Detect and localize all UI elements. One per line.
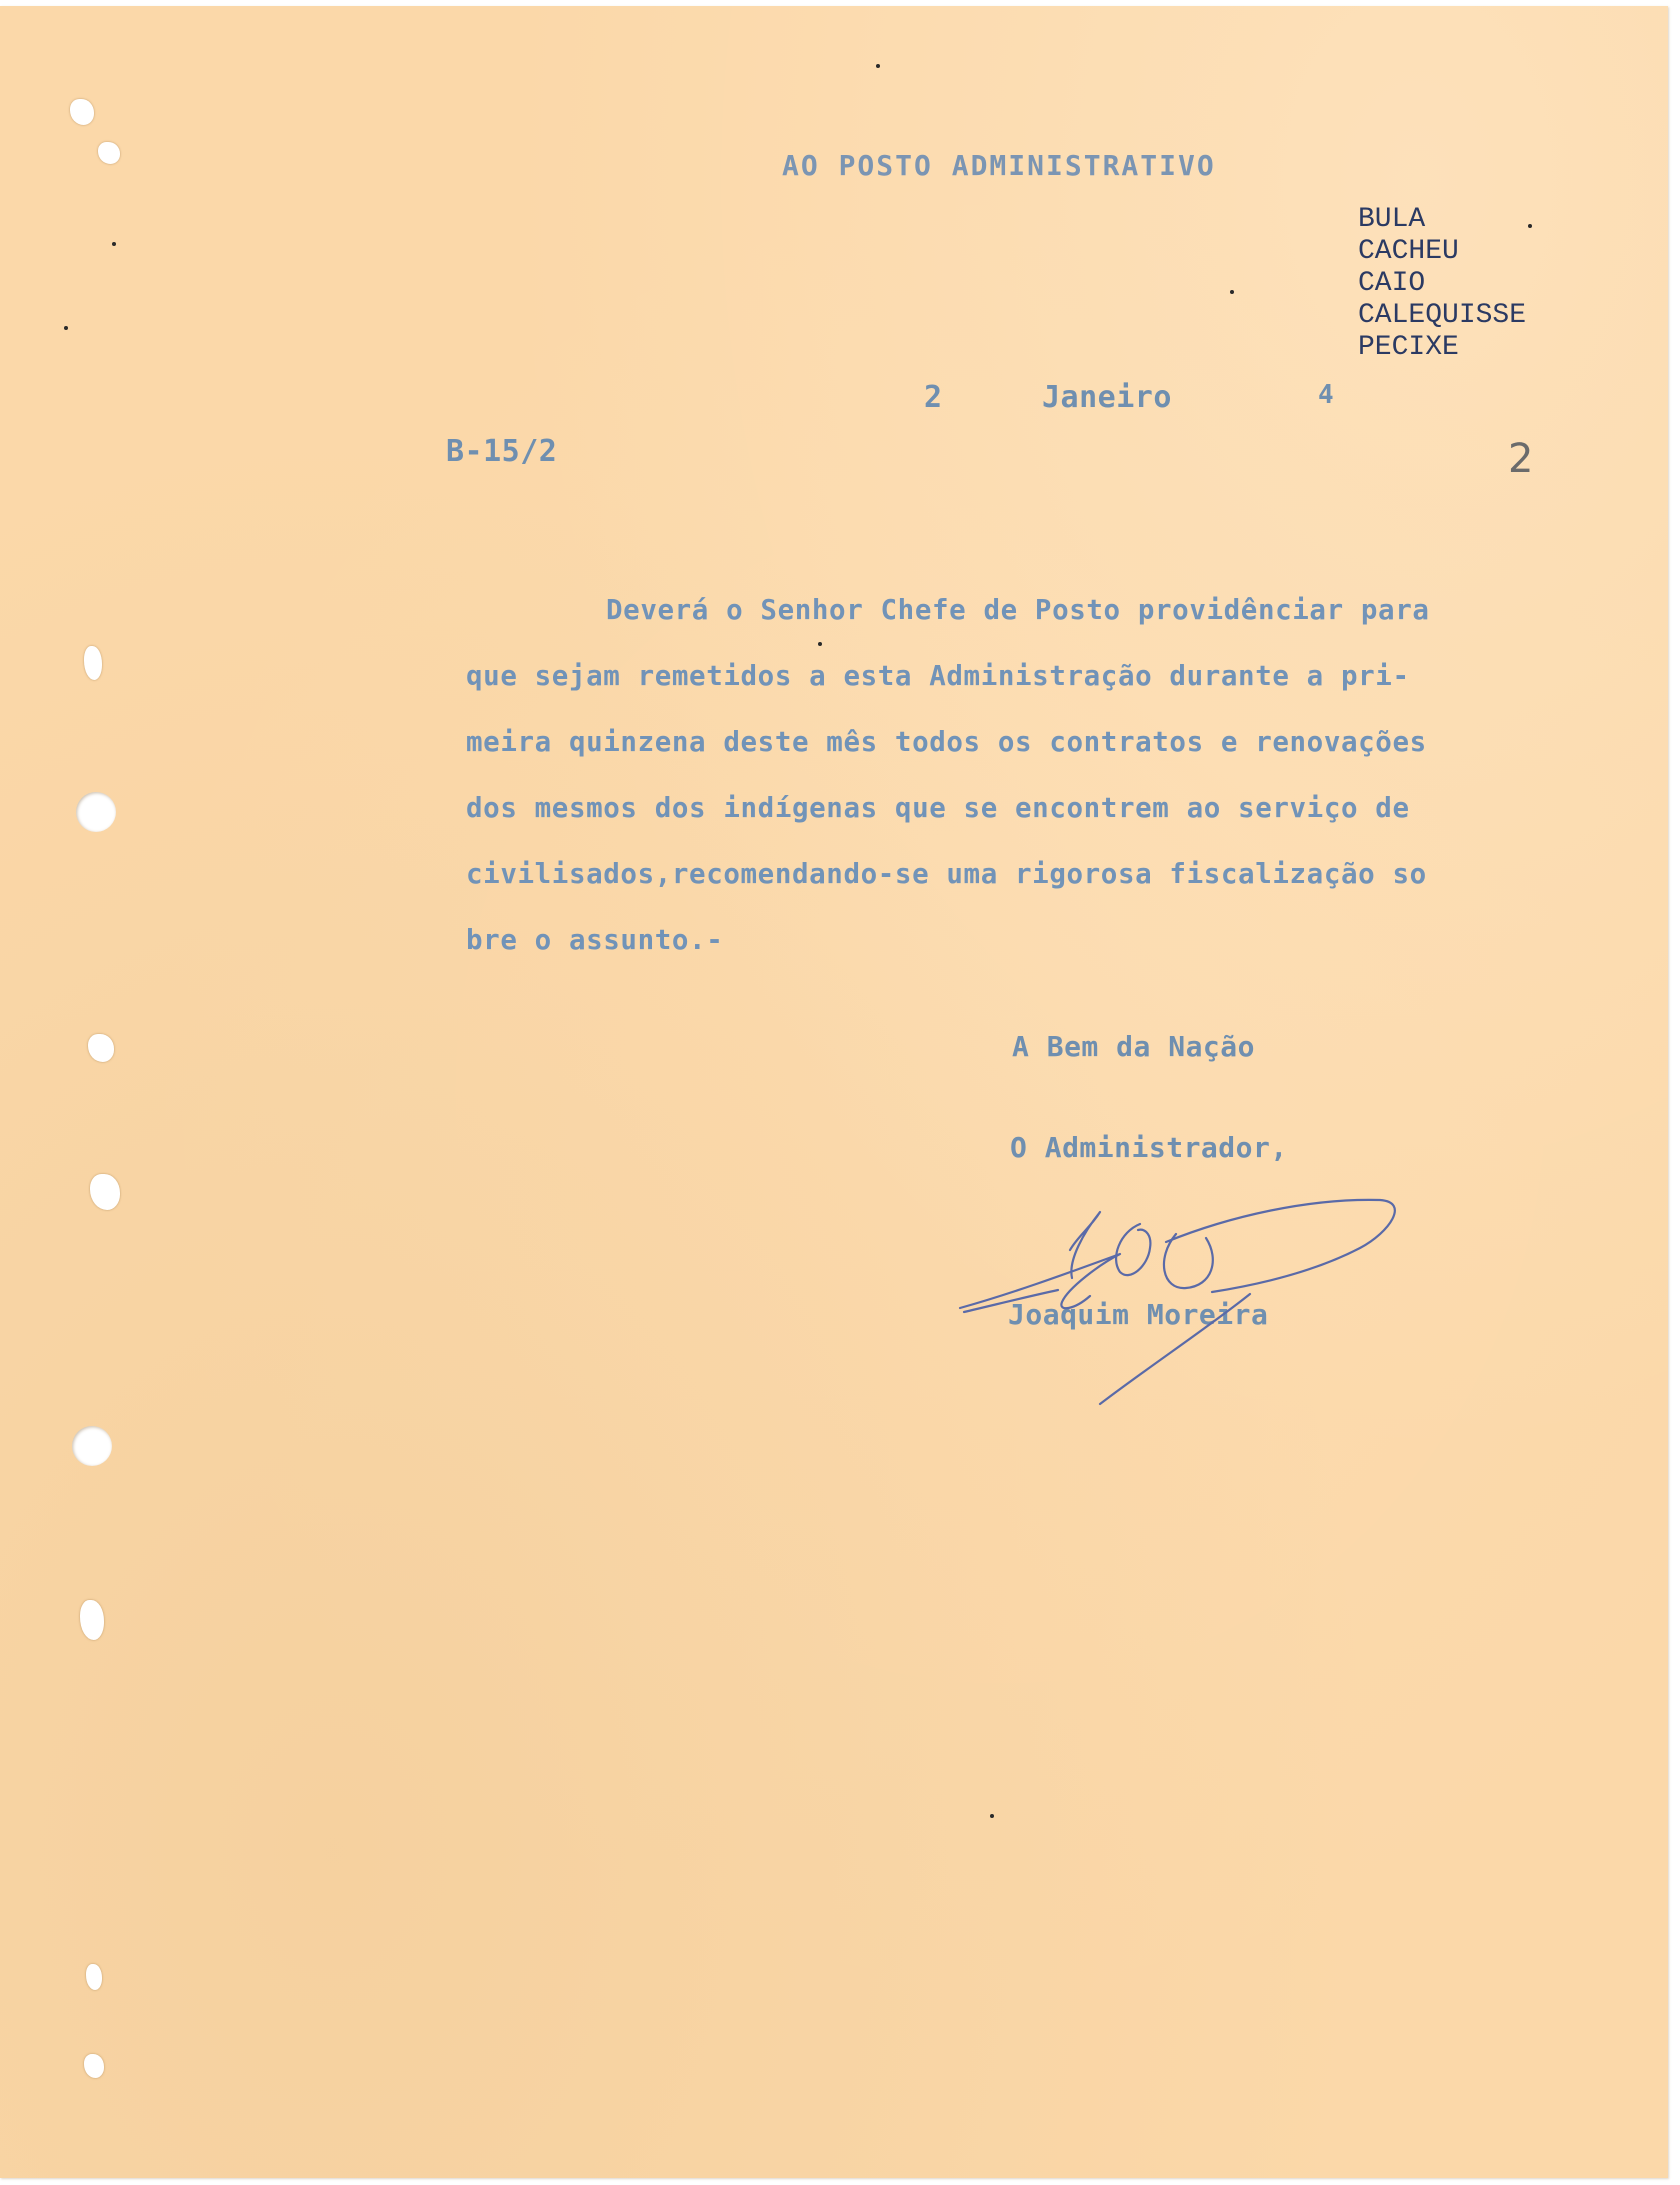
date-day: 2 xyxy=(924,380,943,415)
punch-hole xyxy=(72,1426,112,1466)
date-month: Janeiro xyxy=(1042,380,1172,415)
torn-edge-mark xyxy=(90,1174,120,1210)
date-year: 4 xyxy=(1318,380,1335,410)
body-line: meira quinzena deste mês todos os contratos e renovações xyxy=(466,726,1427,758)
paper-speck xyxy=(1528,224,1532,228)
stamp-line: CALEQUISSE xyxy=(1358,300,1527,331)
body-line: dos mesmos dos indígenas que se encontrem ao serviço de xyxy=(466,792,1410,824)
closing-salutation: A Bem da Nação xyxy=(1012,1030,1256,1063)
handwritten-signature xyxy=(950,1176,1410,1416)
torn-edge-mark xyxy=(84,2054,104,2078)
body-line: bre o assunto.- xyxy=(466,924,724,956)
body-line: civilisados,recomendando-se uma rigorosa fiscalização so xyxy=(466,858,1427,890)
torn-edge-mark xyxy=(84,646,102,680)
paper-speck xyxy=(64,326,68,330)
addressee-heading: AO POSTO ADMINISTRATIVO xyxy=(782,149,1216,182)
torn-edge-mark xyxy=(88,1034,114,1062)
paper-speck xyxy=(876,64,880,68)
body-line: Deverá o Senhor Chefe de Posto providênciar para xyxy=(606,594,1430,626)
paper-speck xyxy=(1230,290,1234,294)
torn-edge-mark xyxy=(98,142,120,164)
document-page xyxy=(0,6,1668,2178)
stamp-line: CACHEU xyxy=(1358,236,1459,267)
stamp-line: PECIXE xyxy=(1358,332,1459,363)
signatory-title: O Administrador, xyxy=(1010,1131,1288,1164)
torn-edge-mark xyxy=(80,1600,104,1640)
signatory-name: Joaquim Moreira xyxy=(1008,1298,1269,1331)
torn-edge-mark xyxy=(70,99,94,125)
reference-number: B-15/2 xyxy=(446,434,558,469)
letter-body xyxy=(466,592,1616,988)
paper-speck xyxy=(112,242,116,246)
paper-speck xyxy=(818,642,822,646)
distribution-stamp xyxy=(1358,204,1526,364)
punch-hole xyxy=(76,792,116,832)
paper-speck xyxy=(990,1814,994,1818)
torn-edge-mark xyxy=(86,1964,102,1990)
folio-number: 2 xyxy=(1508,436,1534,482)
body-line: que sejam remetidos a esta Administração durante a pri- xyxy=(466,660,1410,692)
stamp-line: CAIO xyxy=(1358,268,1426,299)
stamp-line: BULA xyxy=(1358,204,1426,235)
